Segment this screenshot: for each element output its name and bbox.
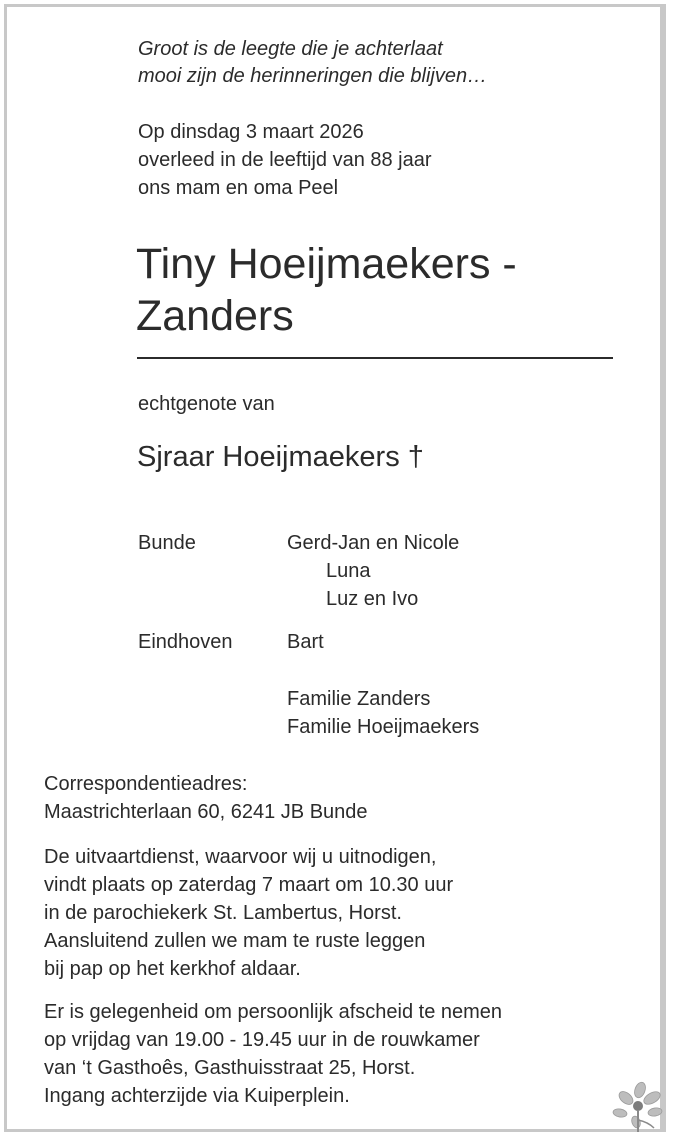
- family-member: Bart: [287, 631, 324, 653]
- family-place-eindhoven: Eindhoven: [138, 631, 233, 653]
- deceased-name: [136, 238, 517, 342]
- correspondence: [44, 770, 368, 826]
- spouse-label: echtgenote van: [138, 393, 275, 415]
- intro-line: overleed in de leeftijd van 88 jaar: [138, 149, 432, 171]
- farewell-line: Er is gelegenheid om persoonlijk afscheid te nemen: [44, 1001, 503, 1023]
- service-line: in de parochiekerk St. Lambertus, Horst.: [44, 902, 402, 924]
- family-member: Luna: [326, 560, 371, 582]
- service-line: Aansluitend zullen we mam te ruste leggen: [44, 930, 426, 952]
- farewell-line: Ingang achterzijde via Kuiperplein.: [44, 1085, 350, 1107]
- funeral-service-info: [44, 843, 453, 983]
- flower-logo-icon: [610, 1080, 666, 1134]
- death-announcement: [138, 118, 432, 202]
- deceased-name-line2: Zanders: [136, 292, 294, 340]
- poem-line: mooi zijn de herinneringen die blijven…: [138, 65, 488, 87]
- correspondence-address: Maastrichterlaan 60, 6241 JB Bunde: [44, 801, 368, 823]
- spouse-name: Sjraar Hoeijmaekers †: [137, 441, 424, 473]
- poem-line: Groot is de leegte die je achterlaat: [138, 38, 443, 60]
- intro-line: Op dinsdag 3 maart 2026: [138, 121, 364, 143]
- intro-line: ons mam en oma Peel: [138, 177, 339, 199]
- service-line: De uitvaartdienst, waarvoor wij u uitnodigen,: [44, 846, 437, 868]
- deceased-name-line1: Tiny Hoeijmaekers -: [136, 240, 517, 288]
- farewell-line: op vrijdag van 19.00 - 19.45 uur in de rouwkamer: [44, 1029, 480, 1051]
- farewell-line: van ‘t Gasthoês, Gasthuisstraat 25, Horst.: [44, 1057, 416, 1079]
- family-member: Gerd-Jan en Nicole: [287, 532, 460, 554]
- divider: [137, 357, 613, 359]
- farewell-info: [44, 998, 502, 1110]
- family-other: Familie Hoeijmaekers: [287, 716, 480, 738]
- family-member: Luz en Ivo: [326, 588, 419, 610]
- family-other: Familie Zanders: [287, 688, 431, 710]
- service-line: vindt plaats op zaterdag 7 maart om 10.30 uur: [44, 874, 454, 896]
- family-place-bunde: Bunde: [138, 532, 196, 554]
- correspondence-label: Correspondentieadres:: [44, 773, 248, 795]
- poem: [138, 36, 487, 90]
- service-line: bij pap op het kerkhof aldaar.: [44, 958, 301, 980]
